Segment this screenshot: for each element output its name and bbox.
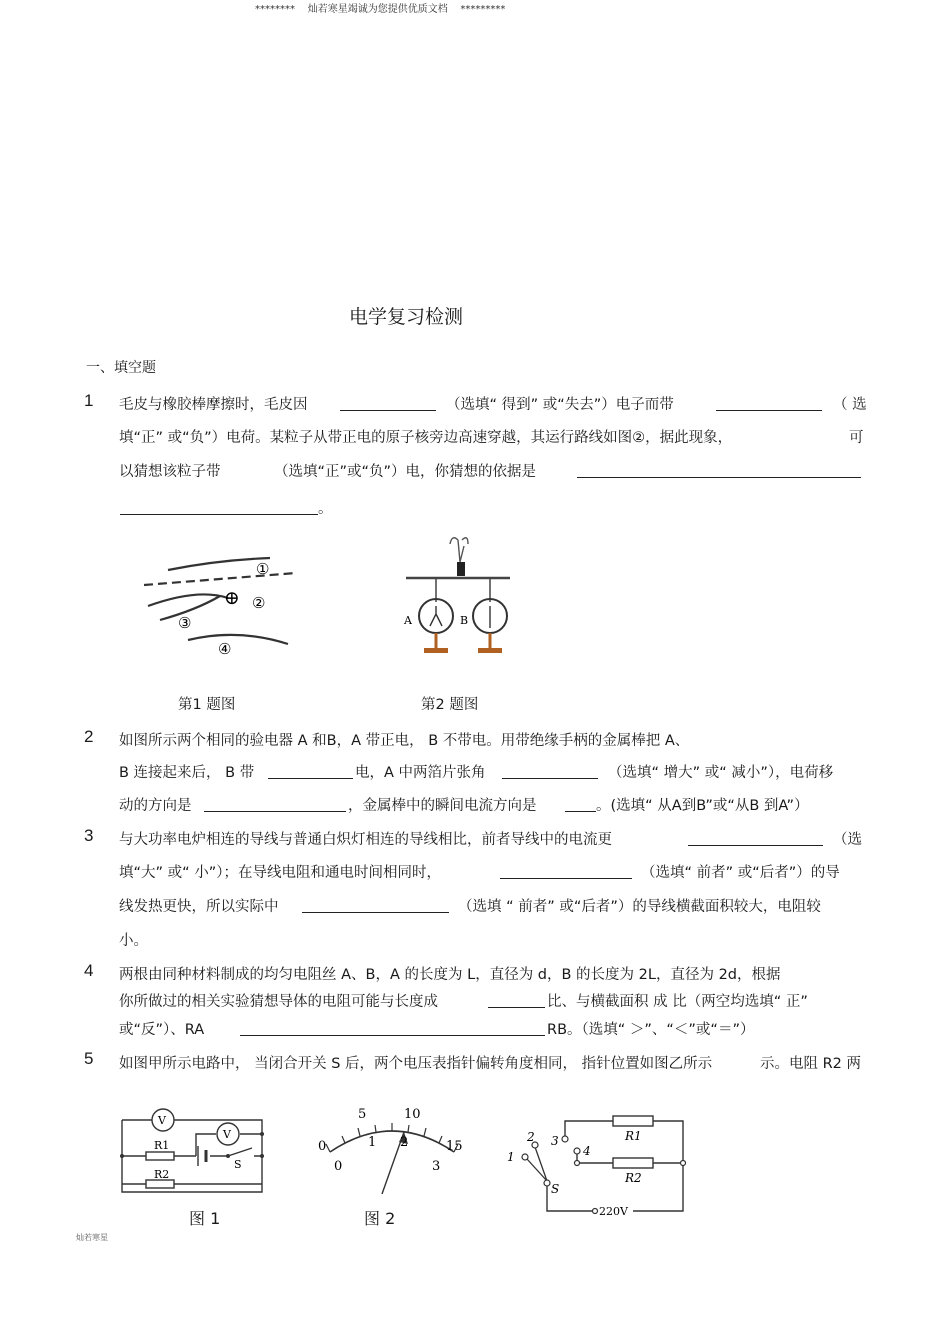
figure-1-particle-paths — [138, 548, 300, 658]
figure-2-electroscopes — [402, 532, 514, 662]
q5-line1-b: 示。电阻 R2 两 — [760, 1056, 862, 1072]
circuit-diagram-3 — [503, 1105, 693, 1220]
r1-label: R1 — [625, 1129, 642, 1143]
page-header: ******** 灿若寒星竭诚为您提供优质文档 ********* — [255, 4, 506, 15]
q3-line2-a: 填“大” 或“ 小”）；在导线电阻和通电时间相同时， — [119, 865, 442, 881]
fig1-label-2: ② — [252, 594, 266, 612]
q2-line3-a: 动的方向是 — [119, 798, 192, 814]
q2-line2-a: B 连接起来后， B 带 — [119, 765, 255, 781]
q1-line1-a: 毛皮与橡胶棒摩擦时，毛皮因 — [119, 397, 308, 413]
q2-blank-4[interactable] — [565, 811, 596, 812]
q3-line4: 小。 — [119, 933, 148, 949]
q1-blank-4[interactable] — [120, 514, 318, 515]
q4-line2-a: 你所做过的相关实验猜想导体的电阻可能与长度成 — [119, 994, 438, 1010]
page-title: 电学复习检测 — [349, 306, 464, 328]
rotary-switch-s — [527, 1147, 547, 1181]
bottom-tick-3: 3 — [432, 1159, 441, 1174]
q3-number: 3 — [84, 826, 94, 845]
contact-4: 4 — [583, 1144, 591, 1158]
top-tick-10: 10 — [404, 1107, 421, 1122]
q1-blank-3[interactable] — [577, 477, 861, 478]
path-1 — [168, 558, 270, 570]
voltmeter-dial — [312, 1102, 472, 1202]
q2-line1: 如图所示两个相同的验电器 A 和B，A 带正电， B 不带电。用带绝缘手柄的金属棒把 A、 — [119, 733, 690, 749]
q1-blank-1[interactable] — [340, 410, 436, 411]
bottom-tick-2: 2 — [400, 1135, 409, 1150]
circuit-diagram-1 — [118, 1100, 270, 1198]
q3-line2-b: （选填“ 前者” 或“后者”）的导 — [641, 865, 840, 881]
bottom-tick-0: 0 — [334, 1159, 343, 1174]
q3-line1-a: 与大功率电炉相连的导线与普通白炽灯相连的导线相比，前者导线中的电流更 — [119, 832, 612, 848]
top-tick-5: 5 — [358, 1107, 367, 1122]
q3-blank-3[interactable] — [302, 912, 449, 913]
q4-line3-b: RB。（选填“ ＞”、“＜”或“＝”） — [547, 1022, 755, 1038]
nucleus-icon: ⊕ — [224, 587, 240, 609]
q1-line1-b: （选填“ 得到” 或“失去”）电子而带 — [446, 397, 674, 413]
label-b: B — [460, 614, 469, 627]
supply-label: 220V — [599, 1205, 628, 1218]
fig1-label-4: ④ — [218, 640, 232, 658]
label-a: A — [404, 614, 412, 627]
resistor-r2 — [146, 1180, 174, 1188]
top-tick-0: 0 — [318, 1139, 327, 1154]
q2-line2-b: 电，A 中两箔片张角 — [355, 765, 486, 781]
q2-line3-c: 。(选填“ 从A到B”或“从B 到A”） — [596, 798, 809, 814]
q1-line3-b: （选填“正”或“负”）电，你猜想的依据是 — [274, 464, 537, 480]
q4-line3-a: 或“反”）、RA — [119, 1022, 205, 1038]
q1-blank-2[interactable] — [716, 410, 822, 411]
page-footer: 灿若寒星 — [76, 1233, 108, 1242]
q1-line2-a: 填“正” 或“负”）电荷。某粒子从带正电的原子核旁边高速穿越，其运行路线如图②，据此现象， — [119, 430, 733, 446]
q2-number: 2 — [84, 727, 94, 746]
hand-icon — [450, 538, 468, 562]
q1-line3-a: 以猜想该粒子带 — [119, 464, 221, 480]
handle — [457, 562, 465, 576]
q2-blank-2[interactable] — [502, 778, 598, 779]
contact-2: 2 — [527, 1130, 535, 1144]
q2-line3-b: ，金属棒中的瞬间电流方向是 — [348, 798, 537, 814]
bottom-tick-1: 1 — [368, 1135, 377, 1150]
r2-label: R2 — [154, 1168, 170, 1181]
resistor-r1 — [613, 1116, 653, 1126]
figure-1-caption: 第1 题图 — [178, 697, 236, 713]
q3-line1-b: （选 — [833, 832, 862, 848]
q5-line1-a: 如图甲所示电路中， 当闭合开关 S 后，两个电压表指针偏转角度相同， 指针位置如图乙所示 — [119, 1056, 713, 1072]
q4-number: 4 — [84, 961, 94, 980]
path-2 — [148, 594, 228, 606]
switch-label: S — [234, 1158, 242, 1171]
top-tick-15: 15 — [446, 1139, 463, 1154]
figure-2-caption: 第2 题图 — [421, 697, 479, 713]
q4-line1: 两根由同种材料制成的均匀电阻丝 A、B，A 的长度为 L，直径为 d，B 的长度为 2L，直径为 2d，根据 — [119, 967, 781, 983]
path-4 — [188, 635, 288, 644]
meter-caption: 图 2 — [364, 1209, 396, 1228]
q2-blank-3[interactable] — [204, 811, 346, 812]
r2-label: R2 — [625, 1171, 642, 1185]
q1-line2-b: 可 — [849, 430, 864, 446]
q2-blank-1[interactable] — [268, 778, 353, 779]
q4-blank-2[interactable] — [240, 1035, 545, 1036]
q1-line4-end: 。 — [318, 501, 333, 517]
electroscope-a — [419, 599, 453, 633]
r1-label: R1 — [154, 1139, 170, 1152]
q4-blank-1[interactable] — [488, 1007, 545, 1008]
contact-1: 1 — [507, 1150, 515, 1164]
switch-label: S — [551, 1182, 560, 1196]
section-heading: 一、填空题 — [86, 360, 156, 376]
q5-number: 5 — [84, 1049, 94, 1068]
fig1-label-3: ③ — [178, 614, 192, 632]
q3-blank-1[interactable] — [688, 845, 823, 846]
q1-line1-c: （ 选 — [833, 397, 867, 413]
q3-blank-2[interactable] — [500, 878, 632, 879]
resistor-r1 — [146, 1152, 174, 1160]
q3-line3-a: 线发热更快，所以实际中 — [119, 899, 279, 915]
circuit-1-caption: 图 1 — [189, 1209, 221, 1228]
fig1-label-1: ① — [256, 560, 270, 578]
voltmeter-1-label: V — [158, 1114, 166, 1127]
q4-line2-b: 比、与横截面积 成 比（两空均选填“ 正” — [547, 994, 808, 1010]
voltmeter-2-label: V — [223, 1128, 231, 1141]
path-dashed — [144, 573, 296, 585]
q3-line3-b: （选填 “ 前者” 或“后者”）的导线横截面积较大，电阻较 — [458, 899, 821, 915]
q2-line2-c: （选填“ 增大” 或“ 减小”），电荷移 — [608, 765, 834, 781]
switch-s — [228, 1148, 252, 1156]
q1-number: 1 — [84, 391, 94, 410]
contact-3: 3 — [551, 1134, 559, 1148]
resistor-r2 — [613, 1158, 653, 1168]
